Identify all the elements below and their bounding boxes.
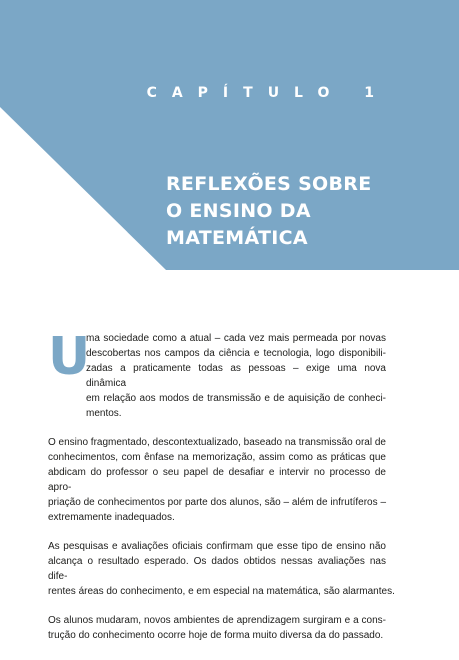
chapter-label: CAPÍTULO 1 <box>146 85 389 101</box>
text-line: extremamente inadequados. <box>48 511 175 523</box>
paragraph-4 <box>48 614 386 644</box>
drop-cap: U <box>48 327 91 387</box>
text-line: As pesquisas e avaliações oficiais confirmam que esse tipo de ensino não <box>48 541 386 553</box>
text-line: zadas a praticamente todas as pessoas – exige uma nova dinâmica <box>86 362 386 389</box>
text-line: O ensino fragmentado, descontextualizado, baseado na transmissão oral de <box>48 437 386 449</box>
text-line: ma sociedade como a atual – cada vez mais permeada por novas <box>86 333 386 344</box>
text-line: alcança o resultado esperado. Os dados obtidos nessas avaliações nas dife- <box>48 555 386 582</box>
chapter-title-line: MATEMÁTICA <box>166 227 308 249</box>
paragraph-3 <box>48 540 395 600</box>
chapter-title-line: REFLEXÕES SOBRE <box>166 173 372 195</box>
text-line: conhecimentos, com ênfase na memorização, assim como as práticas que <box>48 451 386 463</box>
text-line: em relação aos modos de transmissão e de aquisição de conheci- <box>86 392 386 404</box>
text-line: mentos. <box>86 407 122 419</box>
text-line: priação de conhecimentos por parte dos alunos, são – além de infrutíferos – <box>48 496 386 508</box>
text-line: abdicam do professor o seu papel de desafiar e intervir no processo de apro- <box>48 466 386 493</box>
chapter-title-line: O ENSINO DA <box>166 200 311 222</box>
text-line: Os alunos mudaram, novos ambientes de aprendizagem surgiram e a cons- <box>48 615 386 627</box>
text-line: rentes áreas do conhecimento, e em especial na matemática, são alarmantes. <box>48 585 395 597</box>
text-line: descobertas nos campos da ciência e tecnologia, logo disponibili- <box>86 347 386 359</box>
body-text <box>48 327 395 659</box>
chapter-title <box>166 171 426 252</box>
paragraph-1 <box>48 327 386 421</box>
paragraph-2 <box>48 436 386 525</box>
text-line: trução do conhecimento ocorre hoje de forma muito diversa da do passado. <box>48 630 384 642</box>
